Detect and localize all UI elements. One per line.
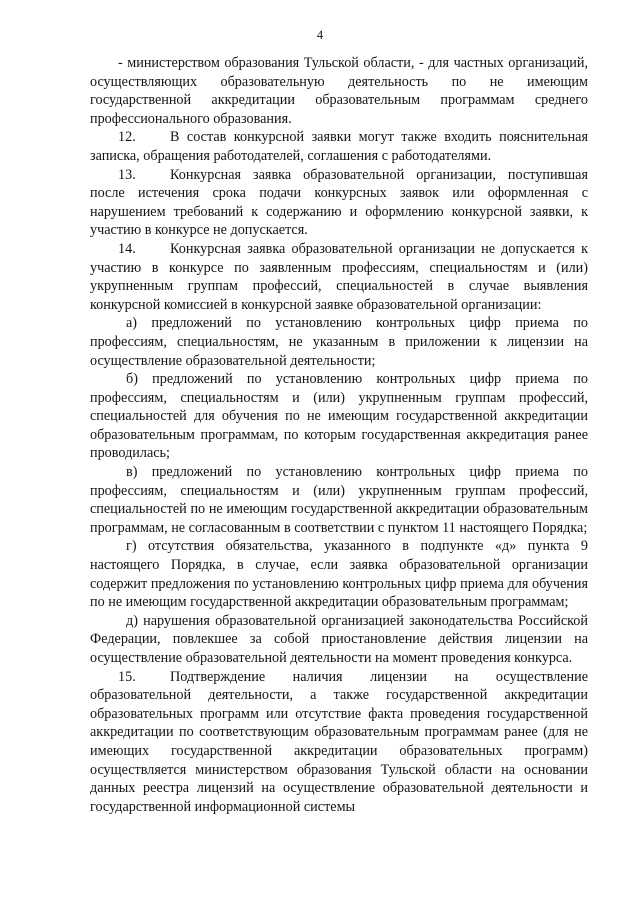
paragraph-number: 12. [118,129,136,146]
paragraph-text: б) предложений по установлению контрольных цифр приема по профессиям, специальностям и (или) укрупненным группам профессий, специальностей для обучения по не имеющим государственной аккредитации образовательным программам, по которым государственная аккредитация ранее проводилась; [90,371,588,462]
paragraph-intro [90,54,588,128]
paragraph-text: Конкурсная заявка образовательной организации не допускается к участию в конкурсе по заявленным профессиям, специальностям и (или) укрупненным группам профессий, специальностей в случае выявления конкурсной комиссией в конкурсной заявке образовательной организации: [90,240,588,313]
paragraph-text: Подтверждение наличия лицензии на осуществление образовательной деятельности, а также государственной аккредитации образовательных программ или отсутствие факта проведения государственной аккредитации по соответствующим образовательным программам ранее (для не имеющих государственной аккредитации образовательных программ) осуществляется министерством образования Тульской области на основании данных реестра лицензий на осуществление образовательной деятельности и государственной информационной системы [90,668,588,815]
paragraph-text: в) предложений по установлению контрольных цифр приема по профессиям, специальностям и (или) укрупненным группам профессий, специальностей по не имеющим государственной аккредитации образовательным программам, не согласованным в соответствии с пунктом 11 настоящего Порядка; [90,464,588,536]
subparagraph-14a [90,314,588,370]
subparagraph-14d [90,612,588,668]
page-number: 4 [316,28,324,42]
document-body [90,54,588,816]
subparagraph-14v [90,463,588,537]
subparagraph-14b [90,370,588,463]
paragraph-text: - министерством образования Тульской области, - для частных организаций, осуществляющих образовательную деятельность по не имеющим государственной аккредитации образовательным программам среднего профессионального образования. [90,55,588,127]
paragraph-text: г) отсутствия обязательства, указанного в подпункте «д» пункта 9 настоящего Порядка, в случае, если заявка образовательной организации содержит предложения по установлению контрольных цифр приема для обучения по не имеющим государственной аккредитации образовательным программам; [90,538,588,611]
paragraph-number: 14. [118,240,136,257]
paragraph-text: В состав конкурсной заявки могут также входить пояснительная записка, обращения работодателей, соглашения с работодателями. [90,129,588,164]
paragraph-text: а) предложений по установлению контрольных цифр приема по профессиям, специальностям, не указанным в приложении к лицензии на осуществление образовательной деятельности; [90,315,588,369]
paragraph-12 [90,128,588,165]
paragraph-number: 15. [118,668,136,685]
paragraph-13 [90,166,588,240]
paragraph-15 [90,668,588,817]
paragraph-number: 13. [118,166,136,183]
paragraph-text: Конкурсная заявка образовательной организации, поступившая после истечения срока подачи конкурсных заявок или оформленная с нарушением требований к содержанию и оформлению конкурсной заявки, к участию в конкурсе не допускается. [90,166,588,239]
paragraph-text: д) нарушения образовательной организацией законодательства Российской Федерации, повлекшее за собой приостановление действия лицензии на осуществление образовательной деятельности на момент проведения конкурса. [90,612,588,666]
subparagraph-14g [90,537,588,611]
paragraph-14 [90,240,588,314]
